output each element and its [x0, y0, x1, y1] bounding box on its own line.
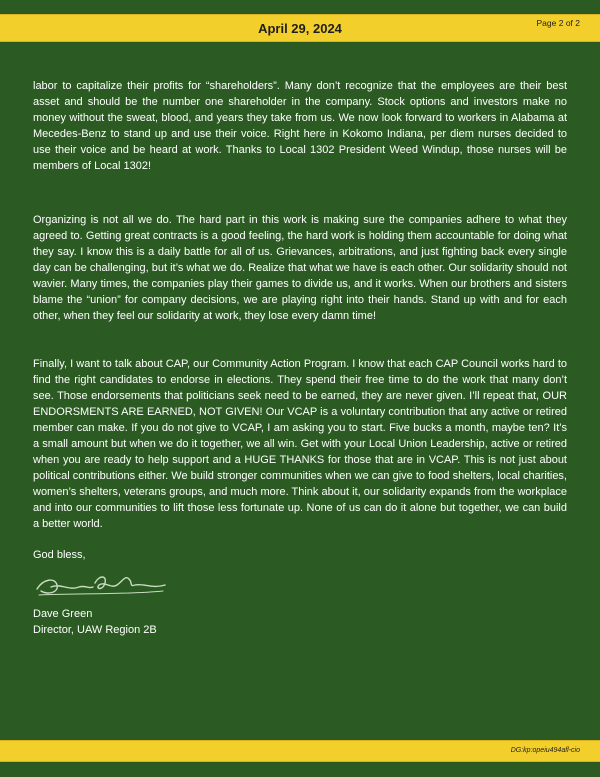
signature-icon: [33, 565, 173, 603]
closing-salutation: God bless,: [33, 549, 86, 561]
footer-bar: [0, 740, 600, 762]
header-bar: [0, 14, 600, 42]
signer-title: Director, UAW Region 2B: [33, 624, 157, 636]
signer-name: Dave Green: [33, 608, 93, 620]
footer-code: DG:kp:opeiu494afl-cio: [510, 747, 580, 754]
paragraph-organizing: Organizing is not all we do. The hard part in this work is making sure the companies adhere to what they agreed to. Getting great contracts is a good feeling, the hard work is holding them accountable for doing what they say. I know this is a daily battle for all of us. Grievances, arbitrations, and just fighting back every single day can be challenging, but it’s what we do. Realize that what we have is each other. Our solidarity should not wavier. Many times, the companies play their games to divide us, and it works. When our brothers and sisters blame the “union” for company decisions, we are playing right into their hands. Stand up with and for each other, when they feel our solidarity at work, they lose every damn time!: [33, 214, 567, 322]
page-number: Page 2 of 2: [536, 18, 580, 28]
paragraph-labor: labor to capitalize their profits for “shareholders”. Many don’t recognize that the employees are their best asset and should be the number one shareholder in the company. Stock options and investors make no money without the sweat, blood, and years they take from us. We now look forward to workers in Alabama at Mecedes-Benz to stand up and use their voice. Right here in Kokomo Indiana, per diem nurses decided to use their voice and be heard at work. Thanks to Local 1302 President Weed Windup, those nurses will be members of Local 1302!: [33, 80, 567, 172]
paragraph-cap: Finally, I want to talk about CAP, our Community Action Program. I know that each CAP Council works hard to find the right candidates to endorse in elections. They spend their free time to do the work that many don’t see. Those endorsements that politicians seek need to be earned, they are never given. I’ll repeat that, OUR ENDORSMENTS ARE EARNED, NOT GIVEN! Our VCAP is a voluntary contribution that any active or retired member can make. If you do not give to VCAP, I am asking you to start. Five bucks a month, maybe ten? It’s a small amount but when we do it together, we all win. Get with your Local Union Leadership, active or retired when you are ready to help support and a HUGE THANKS for those that are in VCAP. This is not just about political contributions either. We build stronger communities when we can give to food shelters, local charities, women’s shelters, veterans groups, and much more. Think about it, our solidarity expands from the workplace and into our communities to lift those less fortunate up. None of us can do it alone but together, we can build a better world.: [33, 358, 567, 530]
newsletter-date: April 29, 2024: [258, 21, 342, 36]
letter-body: [33, 78, 567, 638]
handwritten-signature: [33, 565, 173, 603]
